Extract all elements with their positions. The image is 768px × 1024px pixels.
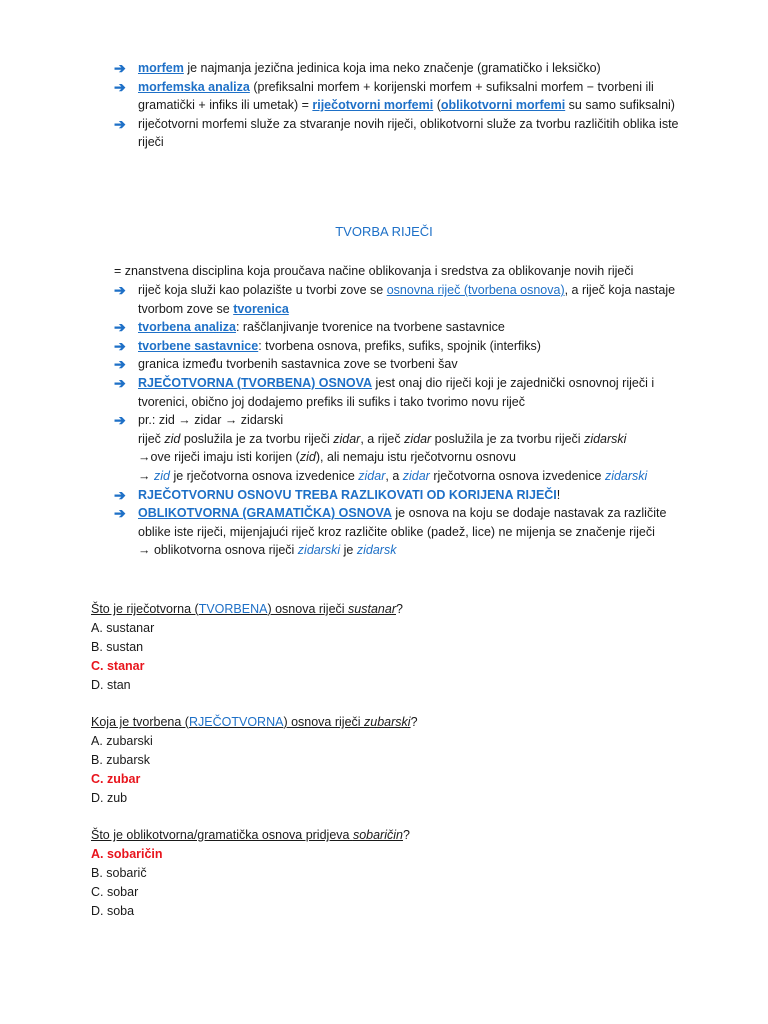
section-heading: TVORBA RIJEČI (335, 224, 433, 239)
term-oblikotvorni-morfemi: oblikotvorni morfemi (440, 98, 566, 113)
term-osnovna-rijec: osnovna riječ (tvorbena osnova) (386, 283, 565, 297)
answer-option: B. sustan (91, 640, 144, 654)
arrow-right-icon: ➔ (114, 356, 126, 373)
bullet-text: jest onaj dio riječi koji je zajednički osnovnoj riječi i tvorenici, obično joj dodajemo prefiks ili sufiks i tako tvorimo novu riječ (138, 375, 655, 409)
list-item (114, 355, 684, 374)
correct-answer-option: C. stanar (91, 659, 145, 673)
term-morfemska-analiza: morfemska analiza (138, 79, 250, 94)
answer-option: D. zub (91, 791, 128, 805)
quiz-question-2 (91, 713, 691, 808)
term-tvorbena-analiza: tvorbena analiza (138, 320, 236, 335)
question-text: Što je riječotvorna (TVORBENA) osnova riječi sustanar? (91, 602, 403, 616)
list-item (114, 374, 684, 411)
question-text: Što je oblikotvorna/gramatička osnova pridjeva sobaričin? (91, 828, 410, 842)
bullet-text: ( (433, 98, 441, 113)
arrow-right-icon: ➔ (114, 319, 126, 336)
example-line: riječ zid poslužila je za tvorbu riječi zidar, a riječ zidar poslužila je za tvorbu riječi zidarski (138, 431, 627, 446)
answer-option: B. sobarič (91, 866, 147, 880)
bullet-text: : tvorbena osnova, prefiks, sufiks, spojnik (interfiks) (258, 338, 541, 353)
list-item (114, 115, 684, 152)
list-item (114, 411, 684, 485)
word-formation-bullet-list (114, 281, 684, 560)
bullet-text: je osnova na koju se dodaje nastavak za različite oblike iste riječi, mijenjajući riječ kroz različite oblike (padež, lice) ne mijenja se značenje riječi (138, 506, 667, 539)
emphasis-text: RJEČOTVORNU OSNOVU TREBA RAZLIKOVATI OD KORIJENA RIJEČI (138, 487, 557, 502)
list-item (114, 78, 684, 115)
arrow-right-icon: ➔ (114, 60, 126, 76)
list-item (114, 59, 684, 78)
term-rjecotvorna-osnova: RJEČOTVORNA (TVORBENA) OSNOVA (138, 375, 373, 390)
answer-option: A. zubarski (91, 734, 153, 748)
correct-answer-option: C. zubar (91, 772, 141, 786)
term-oblikotvorna-osnova: OBLIKOTVORNA (GRAMATIČKA) OSNOVA (138, 506, 392, 521)
morpheme-bullet-list (114, 59, 684, 152)
list-item (114, 504, 684, 560)
answer-option: D. soba (91, 904, 135, 918)
arrow-right-icon: ➔ (114, 486, 126, 503)
bullet-text: : raščlanjivanje tvorenice na tvorbene sastavnice (235, 320, 505, 335)
quiz-question-1 (91, 600, 691, 695)
definition-text: = znanstvena disciplina koja proučava načine oblikovanja i sredstva za oblikovanje novih riječi (114, 264, 634, 278)
bullet-text: granica između tvorbenih sastavnica zove se tvorbeni šav (138, 357, 458, 372)
term-morfem: morfem (138, 61, 184, 75)
bullet-text: , a riječ koja nastaje tvorbom zove se (138, 283, 676, 316)
bullet-text: su samo sufiksalni) (565, 98, 675, 113)
bullet-text: riječ koja služi kao polazište u tvorbi zove se (138, 283, 387, 297)
list-item (114, 337, 684, 356)
list-item (114, 486, 684, 505)
term-tvorenica: tvorenica (233, 301, 289, 316)
bullet-text: riječotvorni morfemi služe za stvaranje novih riječi, oblikotvorni služe za tvorbu različitih oblika iste riječi (138, 116, 679, 150)
arrow-right-icon: ➔ (114, 115, 126, 132)
answer-option: A. sustanar (91, 621, 155, 635)
bullet-text: je najmanja jezična jedinica koja ima neko značenje (gramatičko i leksičko) (183, 61, 601, 75)
arrow-right-icon: ➔ (114, 374, 126, 391)
arrow-right-icon: ➔ (114, 78, 126, 95)
example-line: → zid je rječotvorna osnova izvedenice zidar, a zidar rječotvorna osnova izvedenice zidarski (138, 468, 648, 483)
bullet-text: ! (556, 487, 561, 502)
term-rijecotvorni-morfemi: riječotvorni morfemi (312, 98, 434, 113)
question-text: Koja je tvorbena (RJEČOTVORNA) osnova riječi zubarski? (91, 715, 418, 729)
example-line: pr.: zid → zidar → zidarski (138, 413, 284, 428)
answer-option: D. stan (91, 678, 131, 692)
example-line: →ove riječi imaju isti korijen (zid), ali nemaju istu rječotvornu osnovu (138, 450, 516, 465)
list-item (114, 281, 684, 318)
list-item (114, 318, 684, 337)
arrow-right-icon: ➔ (114, 337, 126, 354)
term-tvorbene-sastavnice: tvorbene sastavnice (138, 338, 259, 353)
quiz-question-3 (91, 826, 691, 921)
arrow-right-icon: ➔ (114, 412, 126, 429)
correct-answer-option: A. sobaričin (91, 847, 163, 861)
answer-option: B. zubarsk (91, 753, 151, 767)
arrow-right-icon: ➔ (114, 282, 126, 298)
arrow-right-icon: ➔ (114, 505, 126, 522)
bullet-text: (prefiksalni morfem + korijenski morfem + sufiksalni morfem − tvorbeni ili gramatički + infiks ili umetak) = (138, 79, 654, 113)
answer-option: C. sobar (91, 885, 139, 899)
example-line: → oblikotvorna osnova riječi zidarski je zidarsk (138, 543, 397, 558)
